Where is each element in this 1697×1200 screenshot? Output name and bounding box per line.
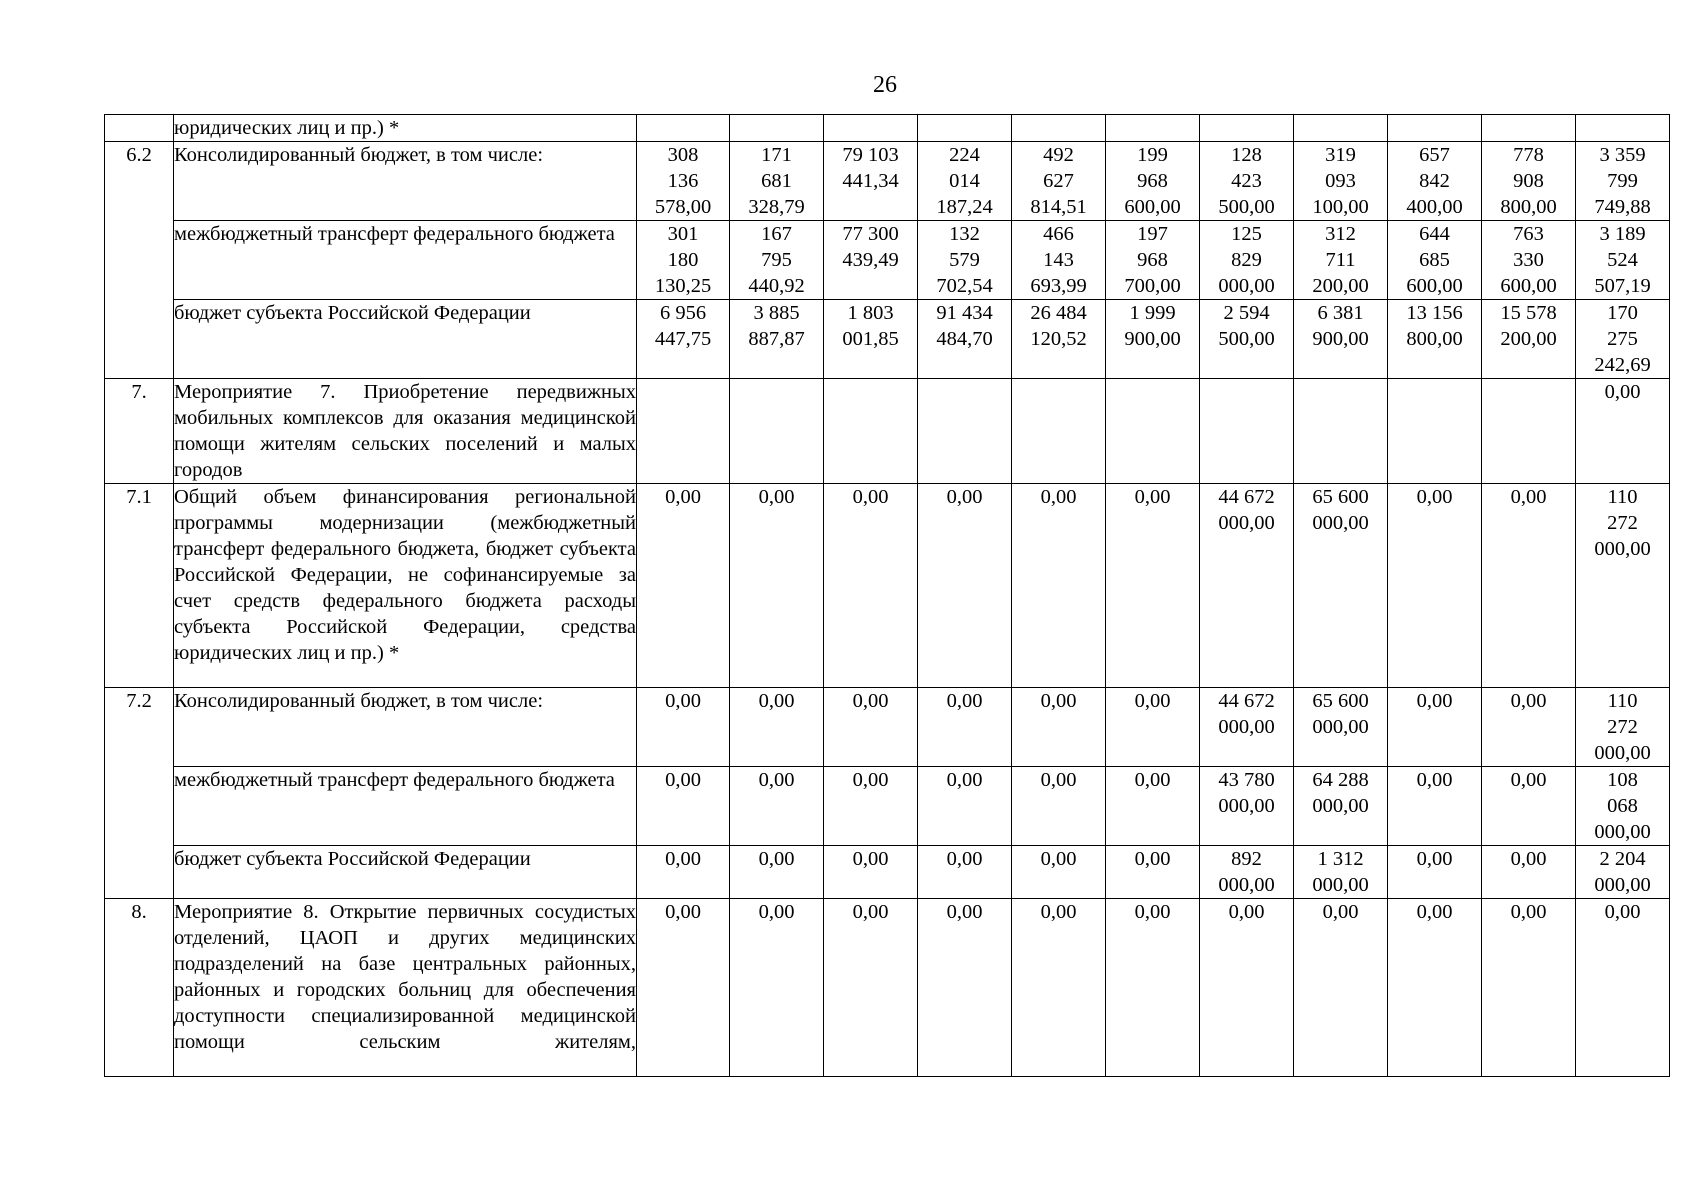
value-line: 330: [1513, 249, 1544, 271]
table-row: [105, 688, 1670, 767]
value-line: 829: [1231, 249, 1262, 271]
value-cell: [1106, 300, 1200, 379]
table-row: [105, 846, 1670, 899]
value-line: 0,00: [665, 769, 701, 791]
value-line: 0,00: [1510, 486, 1547, 508]
value-line: 0,00: [1040, 769, 1077, 791]
value-line: 0,00: [1416, 901, 1453, 923]
value-cell: [1106, 899, 1200, 1077]
value-cell: [1012, 767, 1106, 846]
table-row: [105, 142, 1670, 221]
value-line: 800,00: [1406, 328, 1463, 350]
row-number-cell: 7.: [105, 379, 174, 484]
value-cell: [730, 846, 824, 899]
value-line: 900,00: [1124, 328, 1181, 350]
value-cell: [918, 484, 1012, 688]
value-line: 0,00: [852, 486, 889, 508]
value-line: 6 381: [1317, 302, 1364, 324]
value-line: 43 780: [1218, 769, 1275, 791]
value-cell: [918, 142, 1012, 221]
row-description: Общий объем финансирования региональной программы модернизации (межбюджетный трансферт федерального бюджета, бюджет субъекта Российской Федерации, не софинансируемые за счет средств федерального бюджета расходы субъекта Российской Федерации, средства юридических лиц и пр.) *: [174, 484, 637, 688]
value-line: 125: [1231, 223, 1262, 245]
value-line: 0,00: [1416, 848, 1453, 870]
value-cell: [730, 300, 824, 379]
value-cell: [1106, 379, 1200, 484]
value-cell: [918, 899, 1012, 1077]
value-cell: [824, 688, 918, 767]
value-cell: [1388, 142, 1482, 221]
value-line: 0,00: [1416, 486, 1453, 508]
value-line: 814,51: [1030, 196, 1087, 218]
value-line: 440,92: [748, 275, 805, 297]
value-line: 000,00: [1594, 821, 1651, 843]
value-cell: [1294, 142, 1388, 221]
value-line: 795: [761, 249, 792, 271]
value-line: 2 594: [1223, 302, 1270, 324]
value-line: 500,00: [1218, 196, 1275, 218]
value-cell: [730, 767, 824, 846]
value-cell: [637, 221, 730, 300]
value-cell: [637, 115, 730, 142]
value-cell: [1388, 846, 1482, 899]
value-cell: [824, 846, 918, 899]
value-cell: [824, 142, 918, 221]
row-description: бюджет субъекта Российской Федерации: [174, 846, 637, 899]
value-cell: [1294, 379, 1388, 484]
value-cell: [1482, 221, 1576, 300]
value-line: 685: [1419, 249, 1450, 271]
row-description: межбюджетный трансферт федерального бюджета: [174, 221, 637, 300]
value-cell: [1388, 379, 1482, 484]
value-cell: [1482, 767, 1576, 846]
value-line: 000,00: [1312, 716, 1369, 738]
value-cell: [1576, 115, 1670, 142]
value-line: 763: [1513, 223, 1544, 245]
value-line: 1 999: [1129, 302, 1176, 324]
value-cell: [824, 379, 918, 484]
value-cell: [1294, 846, 1388, 899]
value-line: 578,00: [654, 196, 712, 218]
value-line: 0,00: [1416, 690, 1453, 712]
value-cell: [1012, 379, 1106, 484]
value-cell: [1200, 142, 1294, 221]
value-line: 79 103: [842, 144, 899, 166]
value-cell: [1482, 899, 1576, 1077]
value-cell: [918, 115, 1012, 142]
value-cell: [1012, 115, 1106, 142]
value-line: 0,00: [1040, 486, 1077, 508]
value-line: 000,00: [1312, 795, 1369, 817]
value-line: 170: [1607, 302, 1638, 324]
value-cell: [730, 115, 824, 142]
value-line: 224: [949, 144, 980, 166]
value-cell: [824, 115, 918, 142]
value-cell: [1012, 846, 1106, 899]
table-row: [105, 484, 1670, 688]
value-cell: [1294, 115, 1388, 142]
value-line: 0,00: [758, 690, 795, 712]
value-cell: [637, 142, 730, 221]
value-line: 1 312: [1317, 848, 1364, 870]
value-line: 0,00: [946, 848, 983, 870]
value-cell: [1388, 899, 1482, 1077]
value-line: 0,00: [758, 901, 795, 923]
value-line: 242,69: [1594, 354, 1651, 376]
value-cell: [1576, 142, 1670, 221]
value-cell: [1200, 688, 1294, 767]
value-cell: [1106, 142, 1200, 221]
value-line: 0,00: [946, 690, 983, 712]
value-line: 000,00: [1594, 874, 1651, 896]
value-cell: [637, 846, 730, 899]
value-cell: [1012, 221, 1106, 300]
value-line: 143: [1043, 249, 1074, 271]
value-cell: [1576, 846, 1670, 899]
value-line: 199: [1137, 144, 1168, 166]
value-cell: [1012, 688, 1106, 767]
value-cell: [1388, 221, 1482, 300]
value-line: 0,00: [665, 690, 701, 712]
value-line: 0,00: [946, 901, 983, 923]
value-line: 0,00: [1604, 901, 1641, 923]
value-cell: [1388, 484, 1482, 688]
value-cell: [637, 379, 730, 484]
value-line: 3 189: [1599, 223, 1646, 245]
value-line: 0,00: [758, 848, 795, 870]
value-line: 308: [667, 144, 699, 166]
value-line: 000,00: [1218, 716, 1275, 738]
value-line: 093: [1325, 170, 1356, 192]
value-line: 0,00: [665, 901, 701, 923]
value-line: 0,00: [1134, 690, 1171, 712]
value-line: 167: [761, 223, 792, 245]
row-description: Мероприятие 8. Открытие первичных сосудистых отделений, ЦАОП и других медицинских подразделений на базе центральных районных, районных и городских больниц для обеспечения доступности специализированной медицинской помощи сельским жителям,: [174, 899, 637, 1077]
value-line: 800,00: [1500, 196, 1557, 218]
value-line: 0,00: [1134, 901, 1171, 923]
value-line: 319: [1325, 144, 1356, 166]
value-cell: [730, 379, 824, 484]
value-cell: [1482, 115, 1576, 142]
value-line: 000,00: [1312, 874, 1369, 896]
value-cell: [1012, 484, 1106, 688]
value-line: 100,00: [1312, 196, 1369, 218]
value-line: 312: [1325, 223, 1356, 245]
value-line: 447,75: [654, 328, 712, 350]
value-cell: [1012, 142, 1106, 221]
row-number-cell: [105, 115, 174, 142]
value-line: 200,00: [1312, 275, 1369, 297]
value-line: 44 672: [1218, 486, 1275, 508]
value-line: 000,00: [1312, 512, 1369, 534]
value-cell: [730, 484, 824, 688]
value-cell: [637, 899, 730, 1077]
value-line: 968: [1137, 170, 1168, 192]
value-line: 26 484: [1030, 302, 1087, 324]
value-line: 3 885: [753, 302, 800, 324]
value-line: 65 600: [1312, 486, 1369, 508]
value-line: 15 578: [1500, 302, 1557, 324]
value-line: 6 956: [659, 302, 707, 324]
value-cell: [1388, 300, 1482, 379]
value-line: 0,00: [1416, 769, 1453, 791]
value-cell: [1388, 115, 1482, 142]
value-line: 0,00: [1040, 848, 1077, 870]
value-cell: [1200, 767, 1294, 846]
value-line: 000,00: [1218, 795, 1275, 817]
value-cell: [918, 379, 1012, 484]
value-cell: [730, 221, 824, 300]
value-cell: [1482, 300, 1576, 379]
row-description: Консолидированный бюджет, в том числе:: [174, 688, 637, 767]
row-description: Мероприятие 7. Приобретение передвижных мобильных комплексов для оказания медицинской помощи жителям сельских поселений и малых городов: [174, 379, 637, 484]
value-line: 200,00: [1500, 328, 1557, 350]
value-line: 681: [761, 170, 792, 192]
table-row: [105, 899, 1670, 1077]
value-line: 439,49: [842, 249, 899, 271]
value-cell: [1200, 846, 1294, 899]
value-cell: [637, 300, 730, 379]
value-cell: [1106, 767, 1200, 846]
value-line: 693,99: [1030, 275, 1087, 297]
value-line: 110: [1607, 486, 1638, 508]
value-line: 0,00: [1510, 848, 1547, 870]
value-line: 171: [761, 144, 792, 166]
value-line: 0,00: [946, 769, 983, 791]
value-cell: [1294, 899, 1388, 1077]
value-cell: [1482, 142, 1576, 221]
value-line: 000,00: [1594, 742, 1651, 764]
value-cell: [1200, 899, 1294, 1077]
page-number: 26: [873, 72, 897, 98]
value-cell: [1576, 300, 1670, 379]
value-line: 128: [1231, 144, 1262, 166]
value-line: 77 300: [842, 223, 899, 245]
value-line: 0,00: [1510, 690, 1547, 712]
value-cell: [824, 767, 918, 846]
value-cell: [1012, 899, 1106, 1077]
value-line: 711: [1325, 249, 1356, 271]
value-cell: [730, 142, 824, 221]
table-row-continuation: [105, 115, 1670, 142]
row-description: юридических лиц и пр.) *: [174, 115, 637, 142]
row-number-cell: 7.2: [105, 688, 174, 899]
value-line: 749,88: [1594, 196, 1651, 218]
value-line: 423: [1231, 170, 1262, 192]
value-cell: [1200, 379, 1294, 484]
value-cell: [918, 300, 1012, 379]
value-line: 3 359: [1599, 144, 1646, 166]
value-cell: [1482, 688, 1576, 767]
value-line: 44 672: [1218, 690, 1275, 712]
table-row: [105, 379, 1670, 484]
value-cell: [1576, 379, 1670, 484]
value-cell: [1576, 221, 1670, 300]
value-cell: [730, 688, 824, 767]
value-cell: [1106, 846, 1200, 899]
value-line: 507,19: [1594, 275, 1651, 297]
value-line: 180: [667, 249, 699, 271]
value-cell: [1576, 767, 1670, 846]
value-cell: [1482, 379, 1576, 484]
value-line: 0,00: [1510, 769, 1547, 791]
value-cell: [1200, 221, 1294, 300]
value-cell: [1294, 767, 1388, 846]
value-line: 0,00: [1134, 848, 1171, 870]
value-line: 0,00: [1134, 769, 1171, 791]
value-line: 014: [949, 170, 980, 192]
value-line: 000,00: [1218, 512, 1275, 534]
value-line: 130,25: [654, 275, 712, 297]
value-line: 0,00: [758, 486, 795, 508]
value-line: 197: [1137, 223, 1168, 245]
value-cell: [1576, 688, 1670, 767]
value-cell: [1200, 300, 1294, 379]
value-cell: [1294, 484, 1388, 688]
value-line: 275: [1607, 328, 1638, 350]
row-number-cell: 8.: [105, 899, 174, 1077]
value-cell: [1388, 767, 1482, 846]
value-line: 0,00: [758, 769, 795, 791]
value-line: 600,00: [1124, 196, 1181, 218]
value-line: 644: [1419, 223, 1450, 245]
value-cell: [1200, 115, 1294, 142]
value-cell: [1106, 115, 1200, 142]
value-cell: [1294, 688, 1388, 767]
row-description: бюджет субъекта Российской Федерации: [174, 300, 637, 379]
value-line: 0,00: [946, 486, 983, 508]
value-line: 968: [1137, 249, 1168, 271]
value-cell: [1012, 300, 1106, 379]
value-line: 441,34: [842, 170, 899, 192]
value-cell: [1576, 899, 1670, 1077]
value-line: 600,00: [1406, 275, 1463, 297]
value-line: 524: [1607, 249, 1638, 271]
value-line: 272: [1607, 716, 1638, 738]
row-description: Консолидированный бюджет, в том числе:: [174, 142, 637, 221]
value-line: 0,00: [852, 690, 889, 712]
value-line: 13 156: [1406, 302, 1463, 324]
value-line: 272: [1607, 512, 1638, 534]
value-line: 068: [1607, 795, 1638, 817]
value-line: 492: [1043, 144, 1074, 166]
value-line: 0,00: [665, 848, 701, 870]
value-line: 0,00: [1228, 901, 1265, 923]
value-line: 0,00: [1040, 690, 1077, 712]
value-line: 702,54: [936, 275, 993, 297]
value-line: 778: [1513, 144, 1544, 166]
value-line: 900,00: [1312, 328, 1369, 350]
value-cell: [1576, 484, 1670, 688]
row-number-cell: 7.1: [105, 484, 174, 688]
value-line: 328,79: [748, 196, 805, 218]
value-line: 657: [1419, 144, 1450, 166]
value-line: 91 434: [936, 302, 993, 324]
row-description: межбюджетный трансферт федерального бюджета: [174, 767, 637, 846]
value-cell: [1294, 221, 1388, 300]
value-cell: [824, 221, 918, 300]
value-cell: [918, 688, 1012, 767]
value-cell: [918, 846, 1012, 899]
value-line: 65 600: [1312, 690, 1369, 712]
value-cell: [730, 899, 824, 1077]
value-line: 700,00: [1124, 275, 1181, 297]
value-cell: [918, 221, 1012, 300]
value-line: 108: [1607, 769, 1638, 791]
value-line: 0,00: [665, 486, 701, 508]
table-body: [105, 115, 1670, 1077]
value-cell: [1388, 688, 1482, 767]
value-line: 0,00: [1040, 901, 1077, 923]
table-row: [105, 767, 1670, 846]
value-cell: [1106, 688, 1200, 767]
value-line: 132: [949, 223, 980, 245]
value-line: 500,00: [1218, 328, 1275, 350]
value-line: 187,24: [936, 196, 993, 218]
value-line: 000,00: [1218, 874, 1275, 896]
value-cell: [637, 688, 730, 767]
value-line: 908: [1513, 170, 1544, 192]
value-cell: [918, 767, 1012, 846]
value-line: 110: [1607, 690, 1638, 712]
value-line: 799: [1607, 170, 1638, 192]
row-number-cell: 6.2: [105, 142, 174, 379]
value-line: 001,85: [842, 328, 899, 350]
value-line: 466: [1043, 223, 1074, 245]
value-cell: [1106, 484, 1200, 688]
value-line: 0,00: [1322, 901, 1359, 923]
value-line: 600,00: [1500, 275, 1557, 297]
value-line: 0,00: [1604, 381, 1641, 403]
value-line: 400,00: [1406, 196, 1463, 218]
value-cell: [637, 484, 730, 688]
table-row: [105, 221, 1670, 300]
value-cell: [1482, 484, 1576, 688]
value-line: 579: [949, 249, 980, 271]
value-line: 000,00: [1594, 538, 1651, 560]
value-cell: [1294, 300, 1388, 379]
value-line: 64 288: [1312, 769, 1369, 791]
value-cell: [824, 300, 918, 379]
value-cell: [1106, 221, 1200, 300]
value-line: 0,00: [1510, 901, 1547, 923]
value-line: 627: [1043, 170, 1074, 192]
budget-table: [104, 114, 1670, 1077]
value-line: 484,70: [936, 328, 993, 350]
value-line: 120,52: [1030, 328, 1087, 350]
value-cell: [824, 899, 918, 1077]
value-line: 887,87: [748, 328, 805, 350]
value-line: 0,00: [852, 848, 889, 870]
value-line: 136: [667, 170, 699, 192]
value-cell: [1482, 846, 1576, 899]
value-cell: [637, 767, 730, 846]
value-cell: [1200, 484, 1294, 688]
value-line: 892: [1231, 848, 1262, 870]
value-cell: [824, 484, 918, 688]
value-line: 0,00: [1134, 486, 1171, 508]
value-line: 842: [1419, 170, 1450, 192]
value-line: 0,00: [852, 769, 889, 791]
value-line: 2 204: [1599, 848, 1646, 870]
value-line: 0,00: [852, 901, 889, 923]
value-line: 000,00: [1218, 275, 1275, 297]
value-line: 301: [667, 223, 699, 245]
table-row: [105, 300, 1670, 379]
value-line: 1 803: [847, 302, 894, 324]
